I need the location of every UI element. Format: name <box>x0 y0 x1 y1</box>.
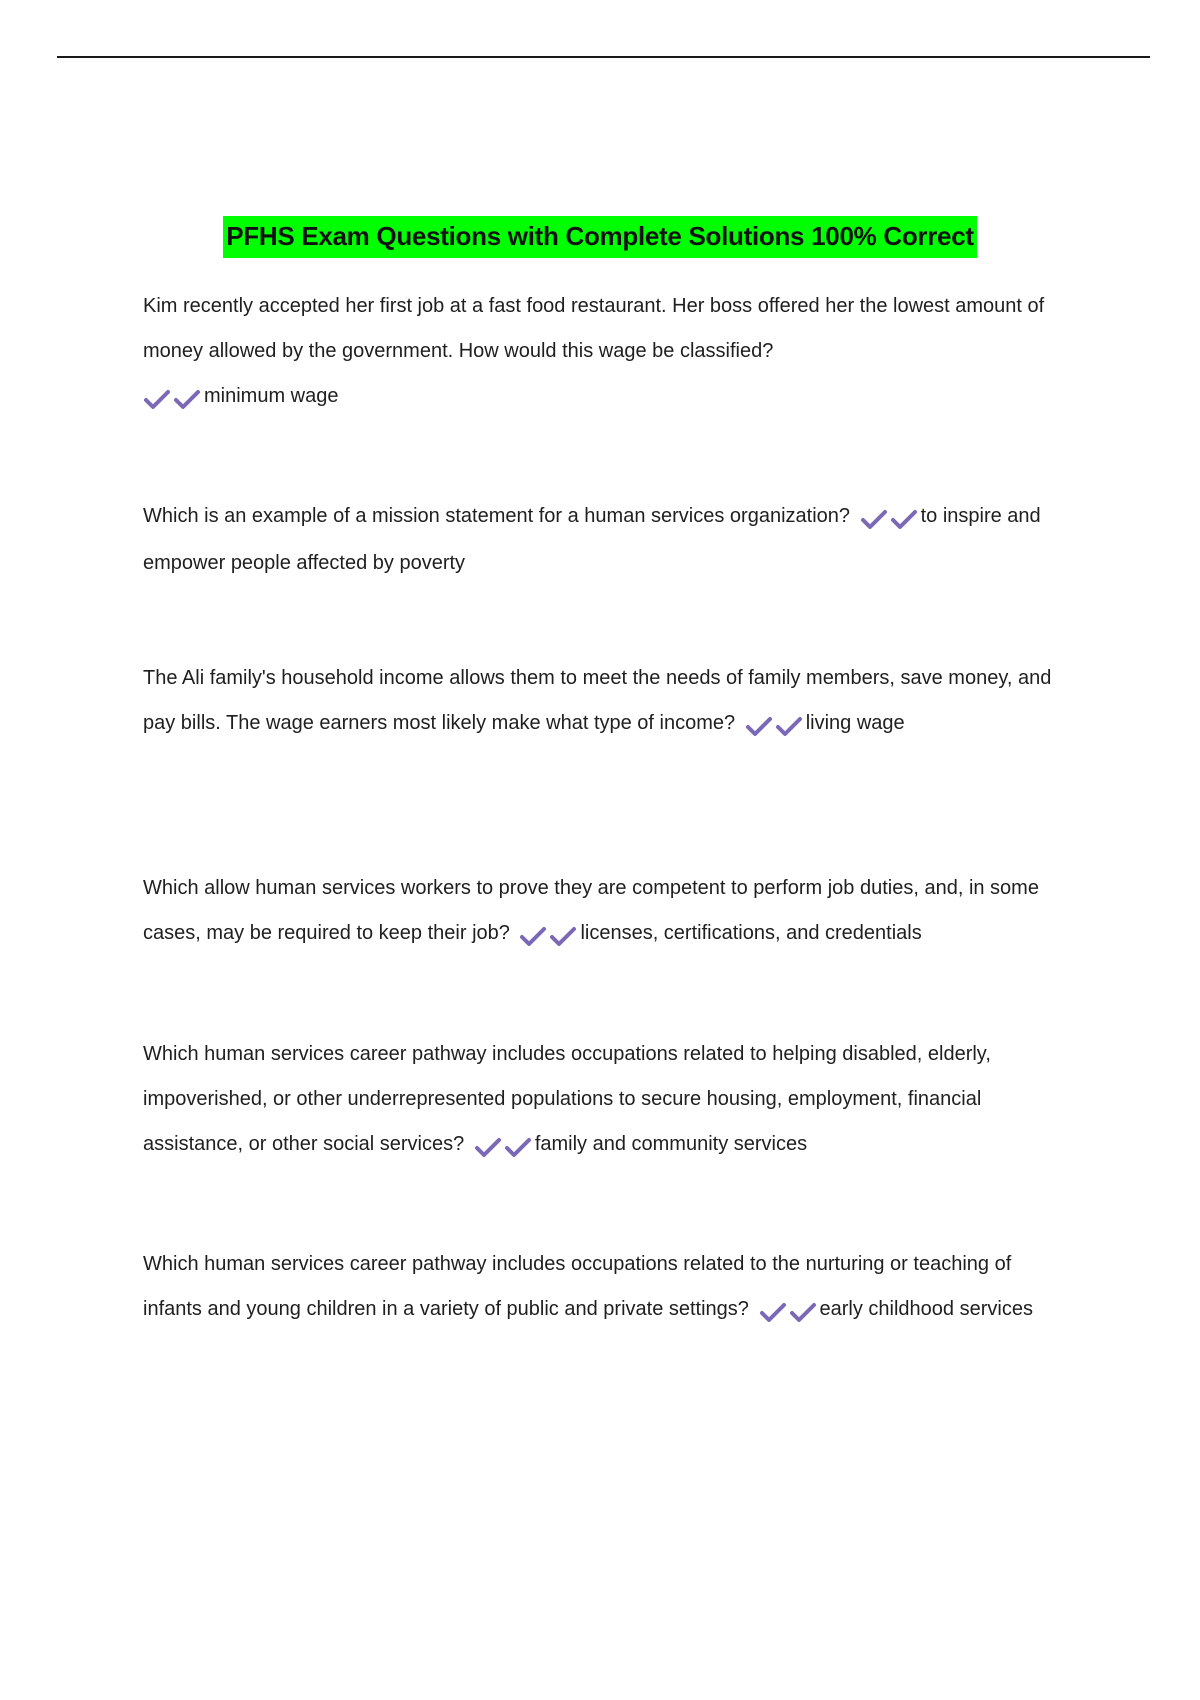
checkmark-icon <box>504 1136 532 1158</box>
answer-marker <box>474 1124 532 1169</box>
top-rule <box>57 56 1150 58</box>
question-text: Which is an example of a mission statement for a human services organization? <box>143 505 851 527</box>
checkmark-icon <box>143 388 171 410</box>
question-text: Which human services career pathway includes occupations related to helping disabled, elderly, impoverished, or other underrepresented populations to secure housing, employment, financial assistance, or other social services? <box>143 1043 991 1155</box>
checkmark-icon <box>789 1301 817 1323</box>
qa-item-4 <box>143 866 1073 958</box>
answer-text: to inspire and empower people affected by poverty <box>143 505 1041 574</box>
qa-item-3 <box>143 656 1073 748</box>
checkmark-icon <box>775 715 803 737</box>
question-text: The Ali family's household income allows them to meet the needs of family members, save money, and pay bills. The wage earners most likely make what type of income? <box>143 667 1052 734</box>
question-text: Which allow human services workers to prove they are competent to perform job duties, and, in some cases, may be required to keep their job? <box>143 877 1039 944</box>
checkmark-icon <box>759 1301 787 1323</box>
checkmark-icon <box>549 925 577 947</box>
qa-item-6 <box>143 1242 1073 1334</box>
checkmark-icon <box>860 508 888 530</box>
question-text: Kim recently accepted her first job at a fast food restaurant. Her boss offered her the lowest amount of money allowed by the government. How would this wage be classified? <box>143 295 1045 362</box>
qa-item-2 <box>143 494 1073 586</box>
answer-text: minimum wage <box>204 385 339 407</box>
checkmark-icon <box>890 508 918 530</box>
answer-marker <box>759 1289 817 1334</box>
answer-text: family and community services <box>534 1133 808 1155</box>
title-wrap <box>0 216 1200 258</box>
checkmark-icon <box>173 388 201 410</box>
answer-text: licenses, certifications, and credentials <box>580 922 922 944</box>
checkmark-icon <box>519 925 547 947</box>
answer-text: early childhood services <box>819 1298 1033 1320</box>
checkmark-icon <box>474 1136 502 1158</box>
question-text: Which human services career pathway includes occupations related to the nurturing or teaching of infants and young children in a variety of public and private settings? <box>143 1253 1012 1320</box>
answer-text: living wage <box>805 712 905 734</box>
qa-item-1 <box>143 284 1073 421</box>
answer-marker <box>860 496 918 541</box>
qa-item-5 <box>143 1032 1073 1169</box>
answer-marker <box>519 913 577 958</box>
checkmark-icon <box>745 715 773 737</box>
answer-marker <box>745 703 803 748</box>
answer-marker <box>143 376 201 421</box>
document-title: PFHS Exam Questions with Complete Solutions 100% Correct <box>223 216 976 258</box>
